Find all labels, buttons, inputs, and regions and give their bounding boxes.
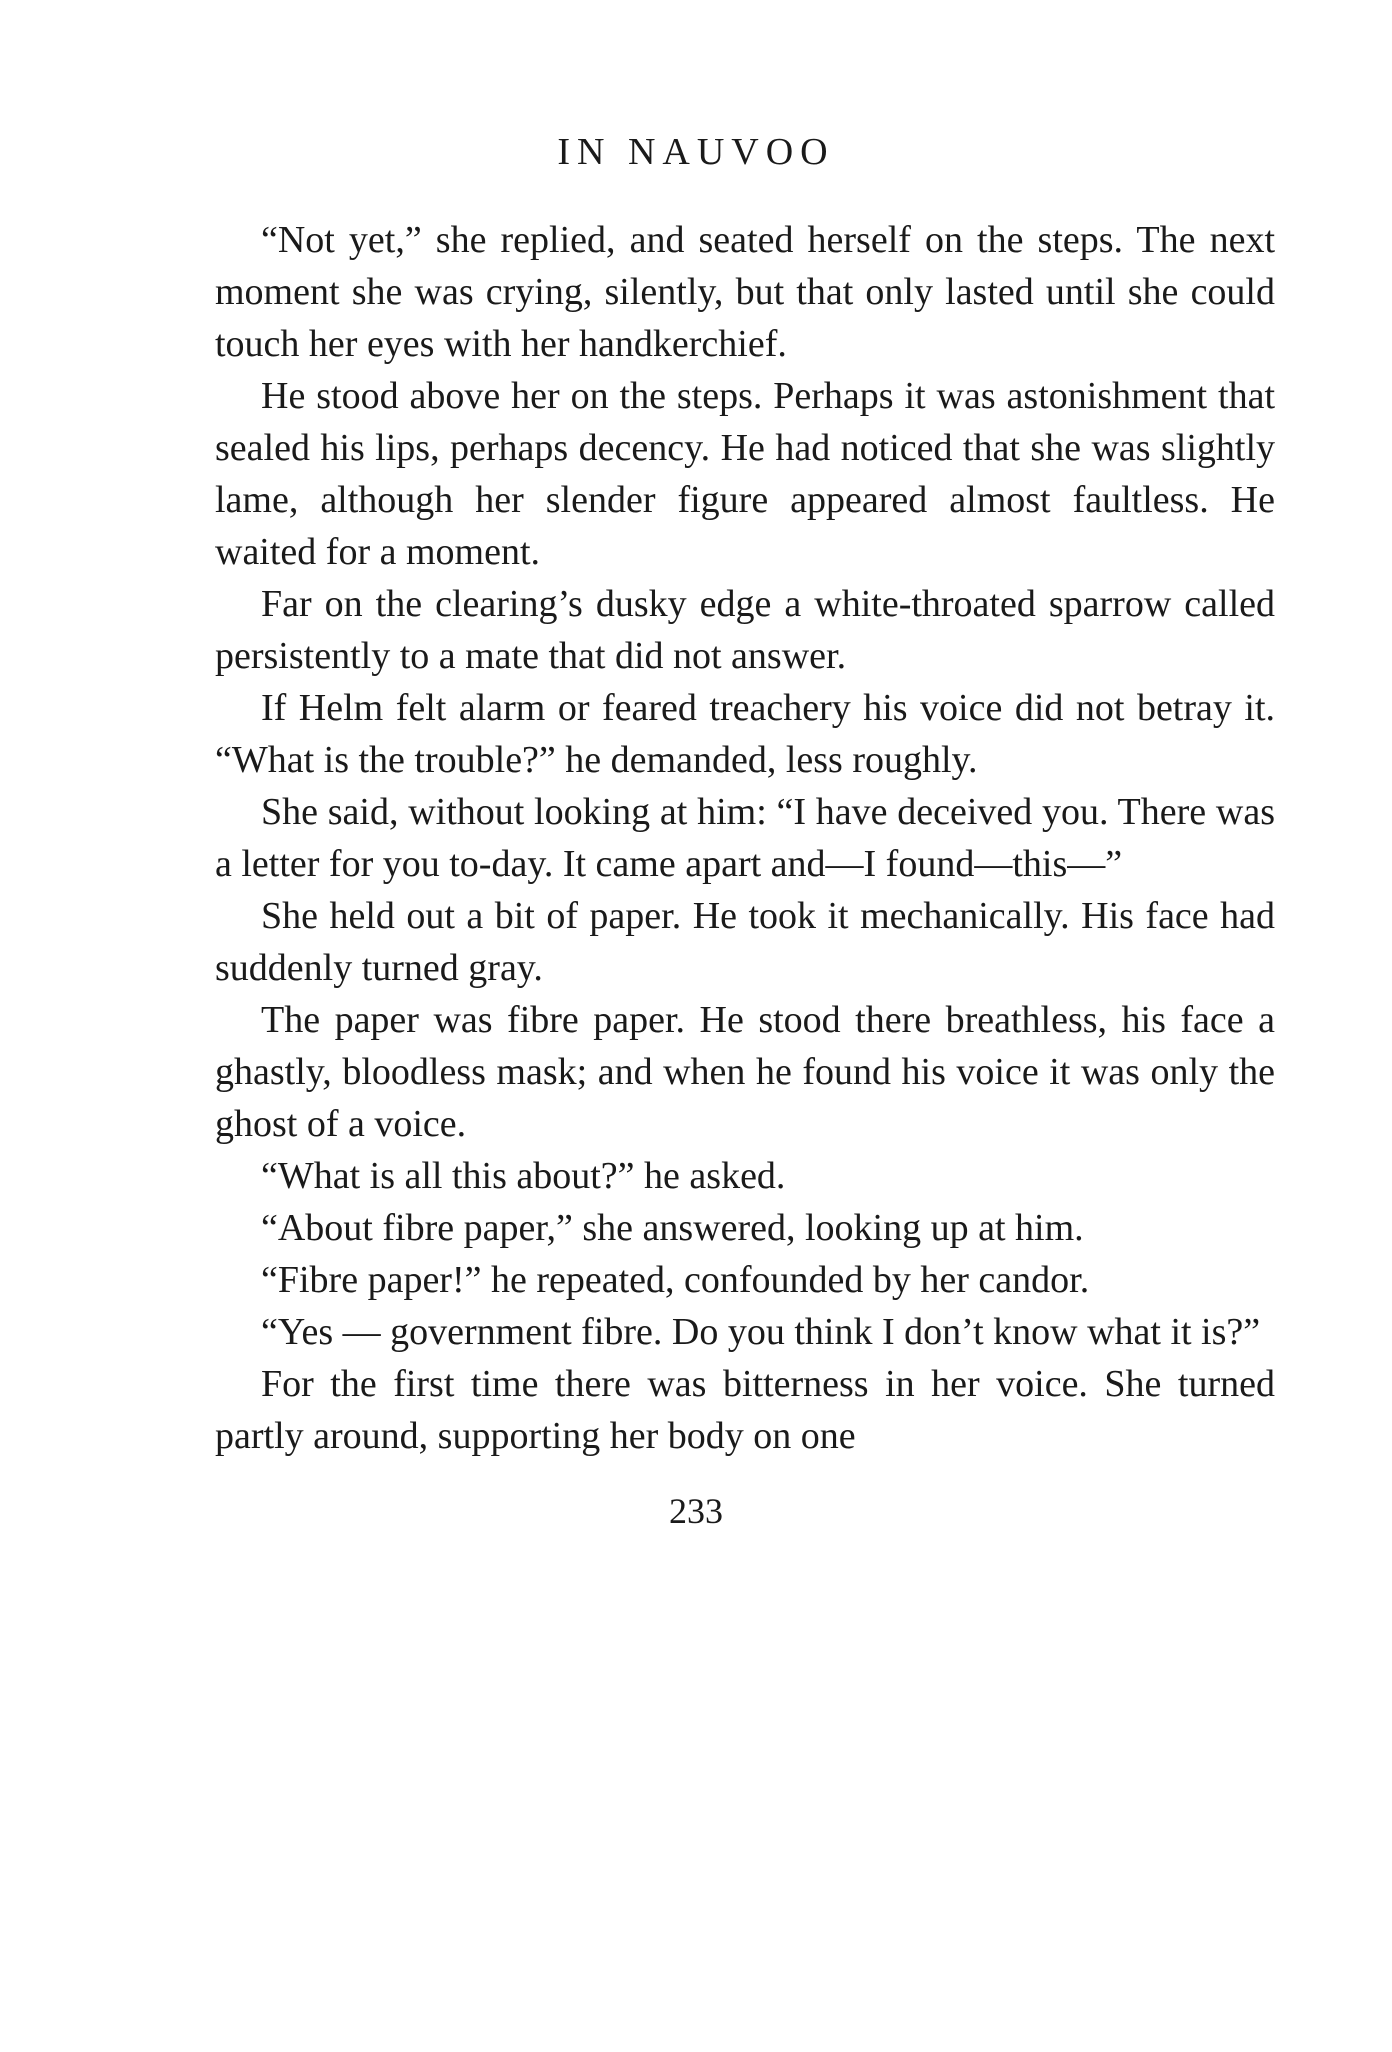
paragraph: The paper was fibre paper. He stood there breathless, his face a ghastly, bloodless mask; and when he found his voice it was only the ghost of a voice. [215,999,1275,1145]
body-text [215,214,1275,1462]
paragraph: She held out a bit of paper. He took it mechanically. His face had suddenly turned gray. [215,895,1275,989]
paragraph: “About fibre paper,” she answered, looking up at him. [261,1207,1084,1249]
paragraph: She said, without looking at him: “I have deceived you. There was a letter for you to-day. It came apart and—I found—this—” [215,791,1275,885]
running-head: IN NAUVOO [557,131,835,173]
paragraph: He stood above her on the steps. Perhaps it was astonishment that sealed his lips, perhaps decency. He had noticed that she was slightly lame, although her slender figure appeared almost faultless. He waited for a moment. [215,375,1275,573]
paragraph: “Yes — government fibre. Do you think I don’t know what it is?” [261,1311,1261,1353]
paragraph: For the first time there was bitterness in her voice. She turned partly around, supporting her body on one [215,1363,1275,1457]
paragraph: “What is all this about?” he asked. [261,1155,786,1197]
page-number: 233 [669,1491,723,1531]
paragraph: Far on the clearing’s dusky edge a white-throated sparrow called persistently to a mate that did not answer. [215,583,1275,677]
paragraph: If Helm felt alarm or feared treachery his voice did not betray it. “What is the trouble?” he demanded, less roughly. [215,687,1275,781]
paragraph: “Not yet,” she replied, and seated herself on the steps. The next moment she was crying, silently, but that only lasted until she could touch her eyes with her handkerchief. [215,219,1275,365]
paragraph: “Fibre paper!” he repeated, confounded by her candor. [261,1259,1090,1301]
